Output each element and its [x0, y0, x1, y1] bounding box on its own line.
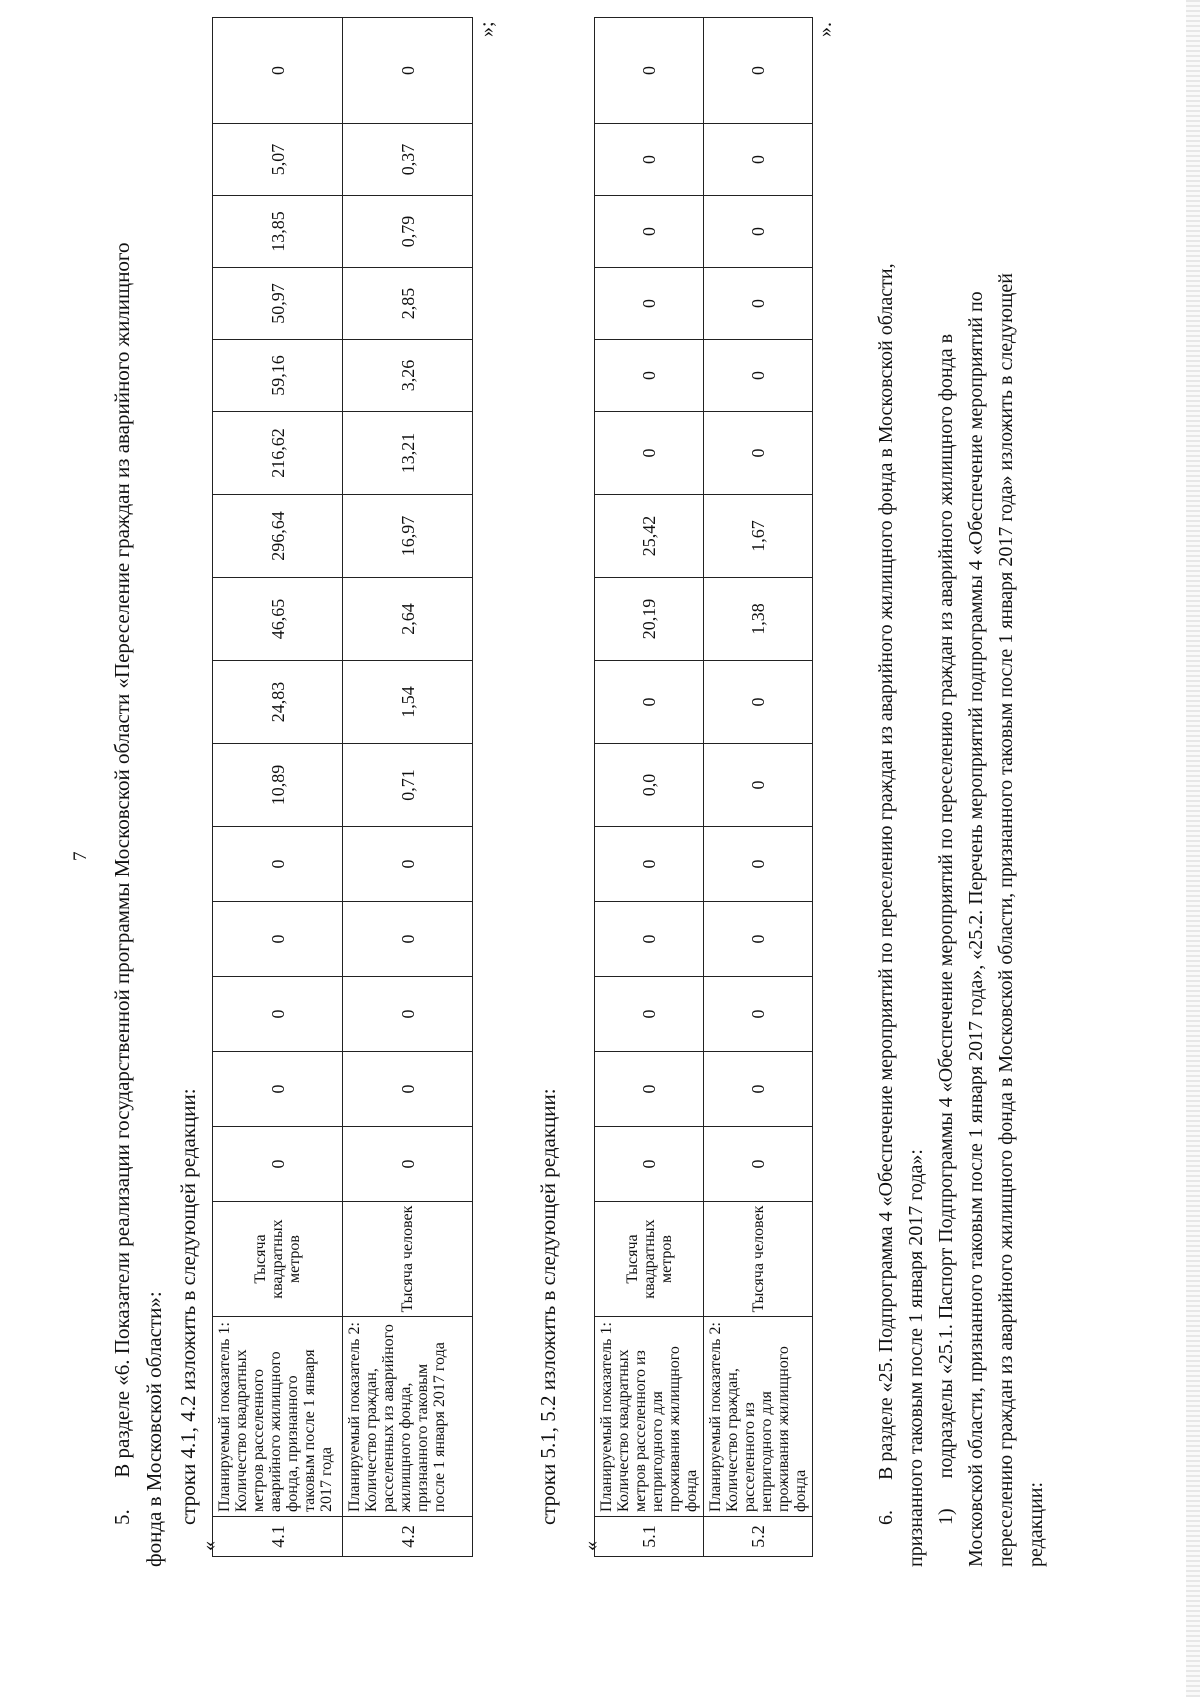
value-cell: 16,97 [343, 495, 473, 578]
value-cell: 13,85 [213, 196, 343, 268]
value-cell: 0 [595, 124, 704, 196]
row-number: 5.2 [704, 1517, 813, 1557]
value-cell: 0 [704, 977, 813, 1052]
unit-cell: Тысяча человек [704, 1202, 813, 1317]
value-cell: 0 [595, 661, 704, 744]
value-cell: 0,0 [595, 744, 704, 827]
value-cell: 0 [343, 1052, 473, 1127]
value-cell: 3,26 [343, 340, 473, 412]
value-cell: 0 [343, 1127, 473, 1202]
value-cell: 296,64 [213, 495, 343, 578]
value-cell: 1,38 [704, 578, 813, 661]
value-cell: 0 [595, 268, 704, 340]
value-cell: 0 [595, 1052, 704, 1127]
value-cell: 20,19 [595, 578, 704, 661]
value-cell: 13,21 [343, 412, 473, 495]
value-cell: 0 [213, 902, 343, 977]
section6-line3: 1) подразделы «25.1. Паспорт Подпрограммы 4 «Обеспечение мероприятий по переселению граждан из аварийного жилищного фонда в [935, 333, 957, 1525]
value-cell: 0 [595, 412, 704, 495]
row-number: 4.2 [343, 1517, 473, 1557]
value-cell: 10,89 [213, 744, 343, 827]
value-cell: 0 [704, 412, 813, 495]
section6-line5: переселению граждан из аварийного жилищного фонда в Московской области, признанного таковым после 1 января 2017 года» изложить в следующей [995, 272, 1017, 1567]
value-cell: 0 [704, 268, 813, 340]
value-cell: 5,07 [213, 124, 343, 196]
value-cell: 59,16 [213, 340, 343, 412]
value-cell: 25,42 [595, 495, 704, 578]
indicator-name: Планируемый показатель 1: Количество квадратных метров расселенного аварийного жилищного фонда, признанного таковым после 1 января 2017 года [213, 1317, 343, 1517]
table-row [343, 18, 473, 1557]
value-cell: 46,65 [213, 578, 343, 661]
value-cell: 0 [595, 902, 704, 977]
indicators-table-2 [594, 17, 813, 1557]
value-cell: 0 [595, 196, 704, 268]
value-cell: 0 [343, 827, 473, 902]
unit-cell: Тысяча человек [343, 1202, 473, 1317]
section5-line2: фонда в Московской области»: [142, 1291, 166, 1567]
value-cell: 0 [704, 902, 813, 977]
value-cell: 0,37 [343, 124, 473, 196]
page-number: 7 [70, 851, 91, 861]
section5-line1: 5. В разделе «6. Показатели реализации государственной программы Московской области «Переселение граждан из аварийного жилищного [110, 242, 134, 1525]
value-cell: 0 [704, 196, 813, 268]
section5-line3: строки 4.1, 4.2 изложить в следующей редакции: [176, 1088, 200, 1525]
value-cell: 50,97 [213, 268, 343, 340]
value-cell: 0 [595, 827, 704, 902]
value-cell: 0 [595, 977, 704, 1052]
value-cell: 216,62 [213, 412, 343, 495]
value-cell: 0 [213, 1052, 343, 1127]
row-number: 4.1 [213, 1517, 343, 1557]
table2-close-quote: ». [814, 22, 836, 37]
value-cell: 0 [213, 977, 343, 1052]
scan-edge [1186, 0, 1200, 1697]
value-cell: 0 [343, 18, 473, 124]
indicators-table-1 [212, 17, 473, 1557]
unit-cell: Тысяча квадратных метров [213, 1202, 343, 1317]
table1-close-quote: »; [476, 21, 498, 37]
indicator-name: Планируемый показатель 1: Количество квадратных метров расселенного из непригодного для проживания жилищного фонда [595, 1317, 704, 1517]
table-row [704, 18, 813, 1557]
value-cell: 0 [595, 340, 704, 412]
value-cell: 2,64 [343, 578, 473, 661]
table1-open-quote: « [198, 1541, 220, 1551]
value-cell: 1,54 [343, 661, 473, 744]
value-cell: 0 [704, 744, 813, 827]
value-cell: 2,85 [343, 268, 473, 340]
value-cell: 0 [704, 1127, 813, 1202]
row-number: 5.1 [595, 1517, 704, 1557]
value-cell: 0 [213, 18, 343, 124]
value-cell: 0 [704, 340, 813, 412]
value-cell: 0 [595, 1127, 704, 1202]
value-cell: 24,83 [213, 661, 343, 744]
section6-line1: 6. В разделе «25. Подпрограмма 4 «Обеспечение мероприятий по переселению граждан из аварийного жилищного фонда в Московской области, [875, 263, 897, 1525]
value-cell: 0 [704, 18, 813, 124]
value-cell: 0 [704, 827, 813, 902]
value-cell: 0 [595, 18, 704, 124]
section6-line6: редакции: [1025, 1481, 1047, 1567]
section6-line4: Московской области, признанного таковым после 1 января 2017 года», «25.2. Перечень мероприятий подпрограммы 4 «Обеспечение мероприятий по [965, 291, 987, 1567]
value-cell: 0,79 [343, 196, 473, 268]
value-cell: 0 [343, 902, 473, 977]
value-cell: 0 [704, 1052, 813, 1127]
value-cell: 0 [704, 661, 813, 744]
table-row [595, 18, 704, 1557]
indicator-name: Планируемый показатель 2: Количество граждан, расселенных из аварийного жилищного фонда, признанного таковым после 1 января 2017 года [343, 1317, 473, 1517]
table2-intro: строки 5.1, 5.2 изложить в следующей редакции: [536, 1088, 560, 1525]
value-cell: 0 [343, 977, 473, 1052]
value-cell: 0 [213, 827, 343, 902]
indicator-name: Планируемый показатель 2: Количество граждан, расселенного из непригодного для проживания жилищного фонда [704, 1317, 813, 1517]
value-cell: 0 [213, 1127, 343, 1202]
section6-line2: признанного таковым после 1 января 2017 года»: [905, 1149, 927, 1567]
value-cell: 0,71 [343, 744, 473, 827]
unit-cell: Тысяча квадратных метров [595, 1202, 704, 1317]
table-row [213, 18, 343, 1557]
value-cell: 1,67 [704, 495, 813, 578]
value-cell: 0 [704, 124, 813, 196]
table2-open-quote: « [580, 1541, 602, 1551]
